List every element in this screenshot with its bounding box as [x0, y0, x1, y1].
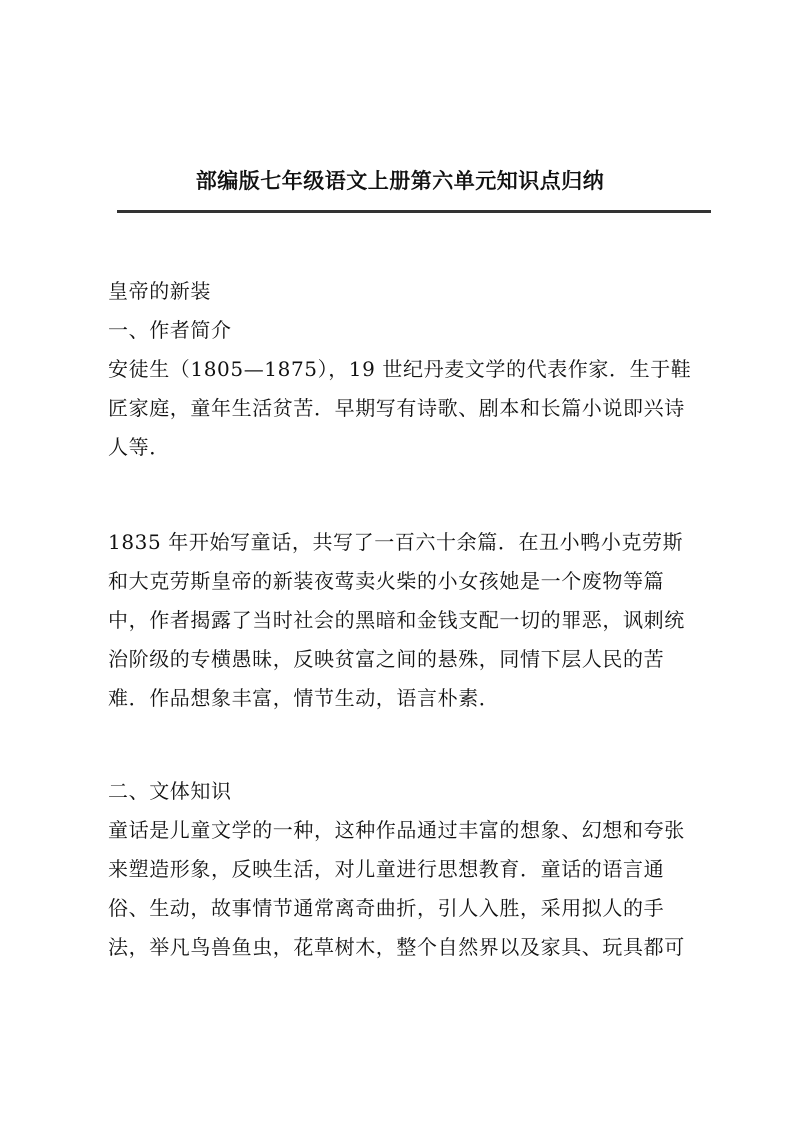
paragraph-line: 和大克劳斯皇帝的新装夜莺卖火柴的小女孩她是一个废物等篇 — [108, 569, 665, 593]
section-author-intro — [108, 272, 718, 467]
paragraph-line: 俗、生动，故事情节通常离奇曲折，引人入胜，采用拟人的手 — [108, 896, 665, 920]
section-genre-knowledge — [108, 772, 718, 967]
document-title: 部编版七年级语文上册第六单元知识点归纳 — [195, 168, 605, 193]
paragraph-line: 治阶级的专横愚昧，反映贫富之间的悬殊，同情下层人民的苦 — [108, 647, 665, 671]
paragraph-line: 匠家庭，童年生活贫苦．早期写有诗歌、剧本和长篇小说即兴诗 — [108, 396, 685, 420]
title-divider — [117, 210, 711, 213]
paragraph-line: 人等． — [108, 435, 170, 459]
paragraph-line: 1835 年开始写童话，共写了一百六十余篇．在丑小鸭小克劳斯 — [108, 530, 684, 554]
section-heading-genre: 二、文体知识 — [108, 779, 232, 803]
paragraph-fairy-tales — [108, 523, 718, 718]
lesson-heading: 皇帝的新装 — [108, 279, 211, 303]
paragraph-line: 法，举凡鸟兽鱼虫，花草树木，整个自然界以及家具、玩具都可 — [108, 935, 685, 959]
section-heading-author: 一、作者简介 — [108, 318, 232, 342]
paragraph-line: 安徒生（1805—1875），19 世纪丹麦文学的代表作家．生于鞋 — [108, 357, 692, 381]
paragraph-line: 难．作品想象丰富，情节生动，语言朴素． — [108, 686, 500, 710]
paragraph-line: 中，作者揭露了当时社会的黑暗和金钱支配一切的罪恶，讽刺统 — [108, 608, 685, 632]
paragraph-line: 来塑造形象，反映生活，对儿童进行思想教育．童话的语言通 — [108, 857, 665, 881]
paragraph-line: 童话是儿童文学的一种，这种作品通过丰富的想象、幻想和夸张 — [108, 818, 685, 842]
